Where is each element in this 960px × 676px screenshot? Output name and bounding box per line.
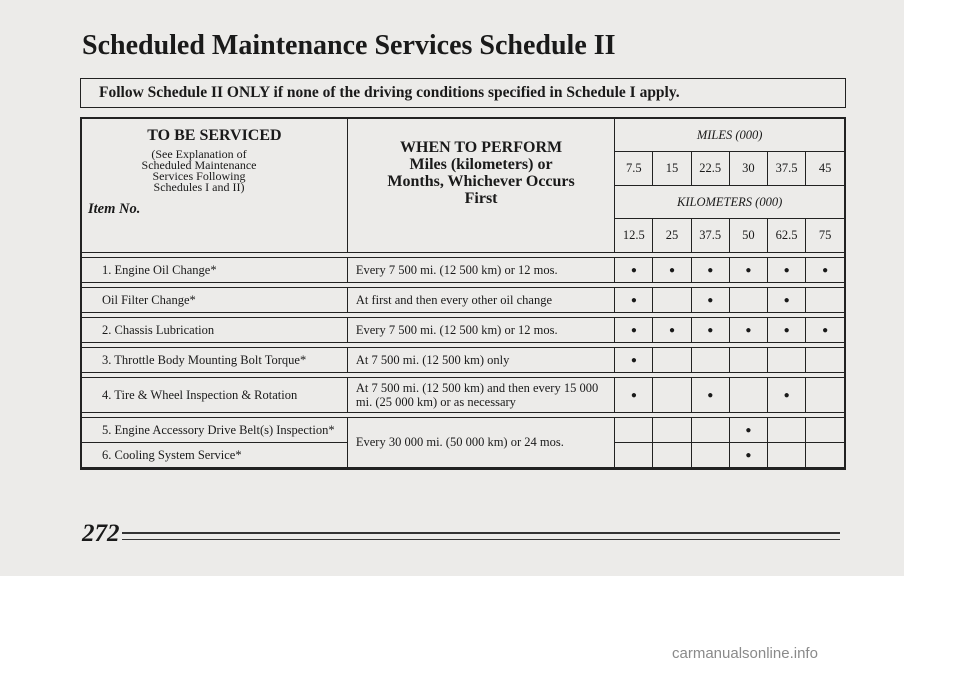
interval-cell [729, 378, 767, 413]
interval-cell [653, 418, 691, 443]
interval-cell [653, 318, 691, 343]
interval-cell [691, 258, 729, 283]
service-dot-icon: ● [745, 324, 752, 336]
service-dot-icon: ● [822, 264, 829, 276]
service-dot-icon: ● [783, 324, 790, 336]
service-dot-icon: ● [630, 389, 637, 401]
interval-cell [691, 288, 729, 313]
service-interval: Every 7 500 mi. (12 500 km) or 12 mos. [347, 258, 614, 283]
interval-cell [653, 348, 691, 373]
interval-cell [768, 378, 806, 413]
watermark-text: carmanualsonline.info [672, 645, 818, 662]
interval-cell [653, 378, 691, 413]
interval-cell [729, 258, 767, 283]
km-label: KILOMETERS (000) [615, 185, 844, 219]
service-dot-icon: ● [745, 424, 752, 436]
when-to-perform-heading [347, 119, 614, 253]
service-item: 4. Tire & Wheel Inspection & Rotation [82, 378, 347, 413]
km-value-1: 25 [653, 219, 691, 253]
interval-cell [729, 443, 767, 468]
interval-cell [768, 258, 806, 283]
miles-value-0: 7.5 [615, 152, 653, 186]
service-dot-icon: ● [745, 264, 752, 276]
service-interval: At 7 500 mi. (12 500 km) only [347, 348, 614, 373]
maintenance-table [80, 117, 846, 470]
service-dot-icon: ● [669, 324, 676, 336]
interval-cell [729, 348, 767, 373]
km-value-4: 62.5 [768, 219, 806, 253]
km-value-5: 75 [806, 219, 844, 253]
interval-cell [768, 348, 806, 373]
km-value-3: 50 [729, 219, 767, 253]
interval-cell [806, 378, 844, 413]
interval-cell [729, 418, 767, 443]
service-interval: Every 30 000 mi. (50 000 km) or 24 mos. [347, 418, 614, 468]
item-no-label: Item No. [88, 201, 141, 217]
schedule-notice: Follow Schedule II ONLY if none of the driving conditions specified in Schedule I apply. [80, 78, 846, 108]
service-dot-icon: ● [630, 294, 637, 306]
interval-cell [615, 318, 653, 343]
interval-cell [615, 443, 653, 468]
service-interval: Every 7 500 mi. (12 500 km) or 12 mos. [347, 318, 614, 343]
miles-value-5: 45 [806, 152, 844, 186]
interval-cell [615, 378, 653, 413]
service-dot-icon: ● [707, 264, 714, 276]
service-dot-icon: ● [630, 324, 637, 336]
service-row [82, 418, 844, 443]
service-item: 3. Throttle Body Mounting Bolt Torque* [82, 348, 347, 373]
service-row [82, 318, 844, 343]
page-number: 272 [82, 520, 120, 547]
service-dot-icon: ● [707, 324, 714, 336]
service-item: Oil Filter Change* [82, 288, 347, 313]
interval-cell [768, 318, 806, 343]
service-dot-icon: ● [669, 264, 676, 276]
service-item: 6. Cooling System Service* [82, 443, 347, 468]
service-interval: At first and then every other oil change [347, 288, 614, 313]
interval-cell [653, 288, 691, 313]
header-to-be-serviced-cell [82, 119, 347, 253]
interval-cell [729, 288, 767, 313]
service-dot-icon: ● [783, 294, 790, 306]
interval-cell [806, 348, 844, 373]
interval-cell [691, 378, 729, 413]
service-dot-icon: ● [630, 264, 637, 276]
when-to-perform-text: WHEN TO PERFORM Miles (kilometers) or Months, Whichever Occurs First [387, 139, 575, 207]
service-dot-icon: ● [630, 354, 637, 366]
service-dot-icon: ● [745, 449, 752, 461]
interval-cell [806, 443, 844, 468]
miles-value-2: 22.5 [691, 152, 729, 186]
service-item: 2. Chassis Lubrication [82, 318, 347, 343]
km-value-2: 37.5 [691, 219, 729, 253]
interval-cell [806, 418, 844, 443]
footer-rule [122, 532, 840, 534]
interval-cell [768, 288, 806, 313]
to-be-serviced-heading: TO BE SERVICED [147, 127, 282, 144]
interval-cell [729, 318, 767, 343]
interval-cell [691, 318, 729, 343]
service-rows [82, 253, 844, 468]
miles-value-4: 37.5 [768, 152, 806, 186]
interval-cell [691, 418, 729, 443]
interval-cell [768, 443, 806, 468]
miles-value-1: 15 [653, 152, 691, 186]
interval-cell [615, 258, 653, 283]
interval-cell [806, 318, 844, 343]
service-dot-icon: ● [707, 389, 714, 401]
interval-cell [806, 258, 844, 283]
interval-cell [691, 443, 729, 468]
service-row [82, 288, 844, 313]
interval-cell [615, 348, 653, 373]
miles-label: MILES (000) [615, 119, 844, 152]
service-item: 1. Engine Oil Change* [82, 258, 347, 283]
service-dot-icon: ● [783, 264, 790, 276]
service-dot-icon: ● [783, 389, 790, 401]
service-interval: At 7 500 mi. (12 500 km) and then every 15 000 mi. (25 000 km) or as necessary [347, 378, 614, 413]
interval-cell [653, 443, 691, 468]
service-row [82, 378, 844, 413]
service-row [82, 348, 844, 373]
km-value-0: 12.5 [615, 219, 653, 253]
service-item: 5. Engine Accessory Drive Belt(s) Inspection* [82, 418, 347, 443]
interval-cell [615, 288, 653, 313]
interval-cell [768, 418, 806, 443]
service-row [82, 258, 844, 283]
interval-cell [615, 418, 653, 443]
interval-cell [806, 288, 844, 313]
service-dot-icon: ● [707, 294, 714, 306]
interval-cell [691, 348, 729, 373]
miles-value-3: 30 [729, 152, 767, 186]
interval-cell [653, 258, 691, 283]
page-title: Scheduled Maintenance Services Schedule II [82, 30, 616, 61]
see-explanation-note: (See Explanation of Scheduled Maintenance Services Following Schedules I and II) [141, 147, 257, 194]
service-dot-icon: ● [822, 324, 829, 336]
footer-rule-thin [122, 539, 840, 540]
